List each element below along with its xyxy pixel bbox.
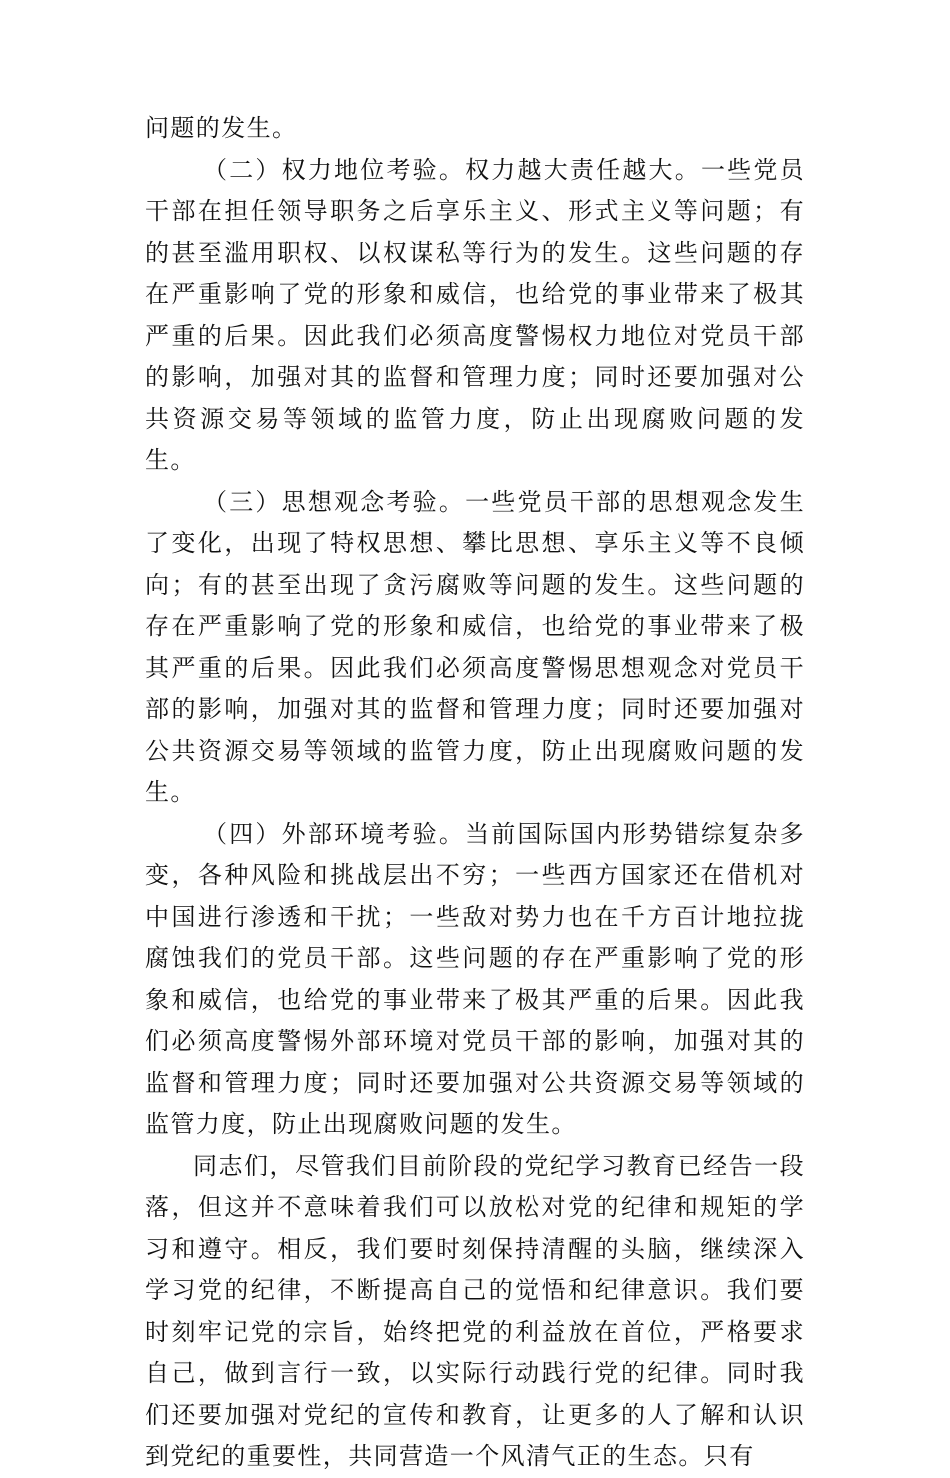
- paragraph-ideology: （三）思想观念考验。一些党员干部的思想观念发生了变化，出现了特权思想、攀比思想、享乐主义等不良倾向；有的甚至出现了贪污腐败等问题的发生。这些问题的存在严重影响了党的形象和威信，也给党的事业带来了极其严重的后果。因此我们必须高度警惕思想观念对党员干部的影响，加强对其的监督和管理力度；同时还要加强对公共资源交易等领域的监管力度，防止出现腐败问题的发生。: [145, 487, 805, 806]
- paragraph-power-position: （二）权力地位考验。权力越大责任越大。一些党员干部在担任领导职务之后享乐主义、形式主义等问题；有的甚至滥用职权、以权谋私等行为的发生。这些问题的存在严重影响了党的形象和威信，也给党的事业带来了极其严重的后果。因此我们必须高度警惕权力地位对党员干部的影响，加强对其的监督和管理力度；同时还要加强对公共资源交易等领域的监管力度，防止出现腐败问题的发生。: [145, 155, 805, 474]
- paragraph-comrades: 同志们，尽管我们目前阶段的党纪学习教育已经告一段落，但这并不意味着我们可以放松对党的纪律和规矩的学习和遵守。相反，我们要时刻保持清醒的头脑，继续深入学习党的纪律，不断提高自己的觉悟和纪律意识。我们要时刻牢记党的宗旨，始终把党的利益放在首位，严格要求自己，做到言行一致，以实际行动践行党的纪律。同时我们还要加强对党纪的宣传和教育，让更多的人了解和认识到党纪的重要性，共同营造一个风清气正的生态。只有: [145, 1151, 805, 1470]
- paragraph-continuation: 问题的发生。: [145, 114, 298, 142]
- paragraph-external-environment: （四）外部环境考验。当前国际国内形势错综复杂多变，各种风险和挑战层出不穷；一些西方国家还在借机对中国进行渗透和干扰；一些敌对势力也在千方百计地拉拢腐蚀我们的党员干部。这些问题的存在严重影响了党的形象和威信，也给党的事业带来了极其严重的后果。因此我们必须高度警惕外部环境对党员干部的影响，加强对其的监督和管理力度；同时还要加强对公共资源交易等领域的监管力度，防止出现腐败问题的发生。: [145, 819, 805, 1138]
- document-body: [145, 108, 805, 1478]
